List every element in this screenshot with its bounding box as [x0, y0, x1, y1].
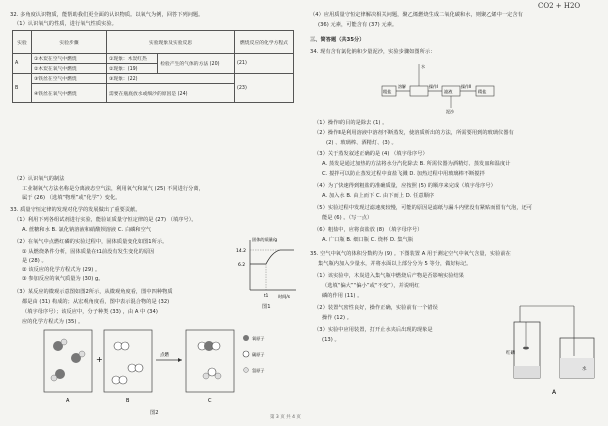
y-tick-low: 6.2 [238, 263, 246, 268]
q34-4: （3）关于蒸发叙述正确的是 (4) （填字母序号） [314, 151, 428, 157]
oxygen-apparatus [504, 286, 604, 406]
q34-7: 能是 (6) 。（写一点） [322, 215, 373, 221]
q32-sub1: （1）认识氧气的性质，进行氧气性质实验。 [14, 21, 117, 27]
q34-opt-c: C. 搅拌可以防止蒸发过程中食盐飞溅 D. 加热过程中用玻璃棒不断搅拌 [322, 171, 485, 177]
table-cell: ④铁丝在氧气中燃烧 [32, 84, 107, 103]
table-cell: (21) [235, 54, 294, 74]
mass-time-graph [236, 236, 298, 302]
q33-sub3a: （3）某反应的微观示意图如图2所示，从微观角度看，图中四种物质 [14, 289, 173, 295]
table-cell: ③铁丝在空气中燃烧 [32, 74, 107, 84]
table-cell: ①现象：木炭红热 [107, 54, 158, 64]
q35-6: （2）装置气密性良好，操作正确，实验前有一个错误 [314, 305, 438, 311]
q33-options: A. 蔗糖和水 B. 氯化钠溶液和硝酸钡溶液 C. 白磷和空气 [22, 227, 152, 233]
q34-opt-a: A. 蒸发是通过加热的方法将水分汽化除去 B. 所需仪器为酒精灯、蒸发皿和温度计 [322, 161, 511, 167]
y-axis-label: 固体的质量/g [252, 237, 278, 242]
q33-heading: 33. 质量守恒定律的发现对化学的发展做出了重要贡献。 [10, 207, 141, 213]
label-a: A [66, 398, 70, 404]
flow-step: 操作Ⅱ [461, 84, 471, 89]
q34-heading: 34. 现有含有氯化钠和少量泥沙，实验步骤如图所示： [310, 49, 436, 55]
table-row [13, 74, 294, 84]
flow-input: 水 [421, 64, 425, 69]
legend-item: 氢原子 [252, 368, 265, 373]
table-header: 实验现象及实验反思 [107, 31, 235, 54]
fig1-caption: 图1 [262, 304, 271, 310]
q33-sub2b: ① 从燃烧条件分析，固体质量在t1前没有发生变化的原因 [22, 249, 155, 255]
label-c: C [208, 398, 212, 404]
q35-3: （1）该实验中，木炭进入集气瓶中燃烧后产物是否影响实验结果 [314, 273, 465, 279]
flow-output: 泥沙 [446, 109, 454, 114]
q35-5: 磷的作用 (11) 。 [322, 293, 363, 299]
table-cell: ③现象：(22) [107, 74, 235, 84]
t1-label: t1 [264, 293, 269, 298]
r-line2: (36) 元素，可能含有 (37) 元素。 [318, 22, 398, 28]
q32-text1: 工业制氧气方法名称是分离液态空气法，利用氧气和氮气 (25) 不同进行分离， [22, 186, 204, 192]
handwritten-note: CO2 + H2O [538, 2, 581, 10]
table-header: 实验步骤 [32, 31, 107, 54]
purification-flow [380, 58, 550, 114]
q34-9: A. 广口瓶 B. 细口瓶 C. 烧杯 D. 集气瓶 [322, 237, 414, 243]
q33-sub2a: （2）在氧气中点燃红磷的实验过程中，固体质量变化如图1所示。 [14, 239, 168, 245]
q32-heading: 32. 多角度认识物质，能帮助我们更全面的认识物质。以氧气为例，回答下列问题。 [10, 12, 204, 18]
table-header: 燃烧反应的化学方程式 [235, 31, 294, 54]
q35-heading: 35. 空气中氧气的体积分数约为 (9) 。下图装置 A 用于测定空气中氧气含量，实验前在 [310, 251, 511, 257]
q33-sub3c: （填字母序号）；该反应中，分子种类 (33) ，由 A 中 (34) [22, 309, 158, 315]
q35-9: (13) 。 [322, 337, 340, 343]
right-column [304, 0, 608, 426]
plus-sign: + [96, 355, 103, 364]
q34-6: （5）实验过程中发现过滤速度较慢，可能的原因是滤纸与漏斗内壁没有紧贴而留有气泡，还可 [314, 205, 533, 211]
apparatus-label: 红磷 [506, 351, 515, 356]
flow-step: 操作Ⅰ [429, 84, 439, 89]
table-cell: ①木炭在空气中燃烧 [32, 54, 107, 64]
q34-8: （6）粗盐中，应将食盐放 (8) （填字母序号） [314, 227, 423, 233]
flow-step: 精盐 [478, 89, 487, 94]
flow-step: 溶解 [398, 84, 406, 89]
table-header-row [13, 31, 294, 54]
fig2-caption: 图2 [150, 410, 159, 416]
table-cell: 需要在瓶底放水或细沙的原因是 (24) [107, 84, 235, 103]
legend-item: 氧原子 [252, 336, 265, 341]
q35-7: 操作 (12) 。 [322, 315, 352, 321]
water-label: 水 [582, 367, 587, 372]
y-tick-high: 14.2 [236, 249, 247, 254]
apparatus-letter: A [552, 389, 557, 396]
table-cell: A [13, 54, 32, 74]
q34-5: （4）为了快速得到粗盐的准确质量，应按照 (5) 的顺序来完成（填字母序号） [314, 183, 496, 189]
molecules-b [112, 342, 143, 384]
page-footer: 第 3 页 共 4 页 [270, 415, 301, 420]
q32-sub2: （2）认识氧气的制法 [14, 176, 65, 182]
q35-4: （选填“偏大”“偏小”或“不变”），并说明红 [322, 283, 420, 289]
molecules-a [51, 339, 85, 381]
r-line1: （4）应用质量守恒定律解决相关问题，聚乙烯燃烧生成二氧化碳和水，则聚乙烯中一定含有 [310, 12, 523, 18]
table-header: 实验 [13, 31, 32, 54]
reaction-condition: 点燃 [160, 353, 169, 358]
flow-step: 粗盐 [383, 89, 392, 94]
q34-2: （2）操作Ⅱ是利用溶液中溶剂不断蒸发，使溶质析出的方法，所需要用到的玻璃仪器有 [314, 130, 514, 136]
micro-reaction-diagram [36, 328, 276, 410]
legend-item: 碳原子 [252, 352, 265, 357]
flow-step: 滤液 [444, 89, 453, 94]
q34-opts: A. 加入水 B. 由上而下 C. 由下而上 D. 任意顺序 [322, 193, 435, 199]
table-cell: 检验产生的气体的方法 (20) [158, 54, 235, 74]
q33-sub2e: ③ 参加反应的氧气质量为 (30) g。 [22, 276, 104, 282]
molecules-c [198, 341, 221, 379]
q33-sub3b: 都是由 (31) 构成的；从宏观角度看，图中表示混合物的是 (32) [22, 299, 170, 305]
q33-sub2d: ② 该反应的化学方程式为 (29) 。 [22, 267, 101, 273]
section-heading: 三、简答题（共35分） [310, 37, 365, 43]
q34-3: (2) 、玻璃棒、酒精灯、(3) 。 [326, 140, 397, 146]
table-cell: ②木炭在氧气中燃烧 [32, 64, 107, 74]
label-b: B [126, 398, 130, 404]
q33-sub2c: 是 (28) 。 [22, 258, 47, 264]
q34-1: （1）操作Ⅰ的目的是除去 (1) 。 [314, 120, 388, 126]
q35-8: （3）实验中应用装置，打开止水夹后出现的现象是 [314, 327, 433, 333]
legend [243, 335, 265, 374]
table-cell: B [13, 74, 32, 103]
x-axis-label: 时间/s [278, 294, 290, 299]
table-row [13, 54, 294, 64]
q33-sub1: （1）利用下列各组试剂进行实验，能验证质量守恒定律的是 (27) （填序号）。 [14, 217, 197, 223]
q35-2: 集气瓶内加入少量水，并将水面以上部分分为 5 等分，做好标记。 [318, 261, 472, 267]
table-cell: (23) [235, 74, 294, 103]
q32-text2: 属于 (26) （选填“物理”或“化学”）变化。 [22, 195, 121, 201]
table-cell: ②现象：(19) [107, 64, 158, 74]
q33-sub3d: 应的化学方程式为 (35) 。 [22, 319, 84, 325]
experiment-table [12, 30, 294, 103]
